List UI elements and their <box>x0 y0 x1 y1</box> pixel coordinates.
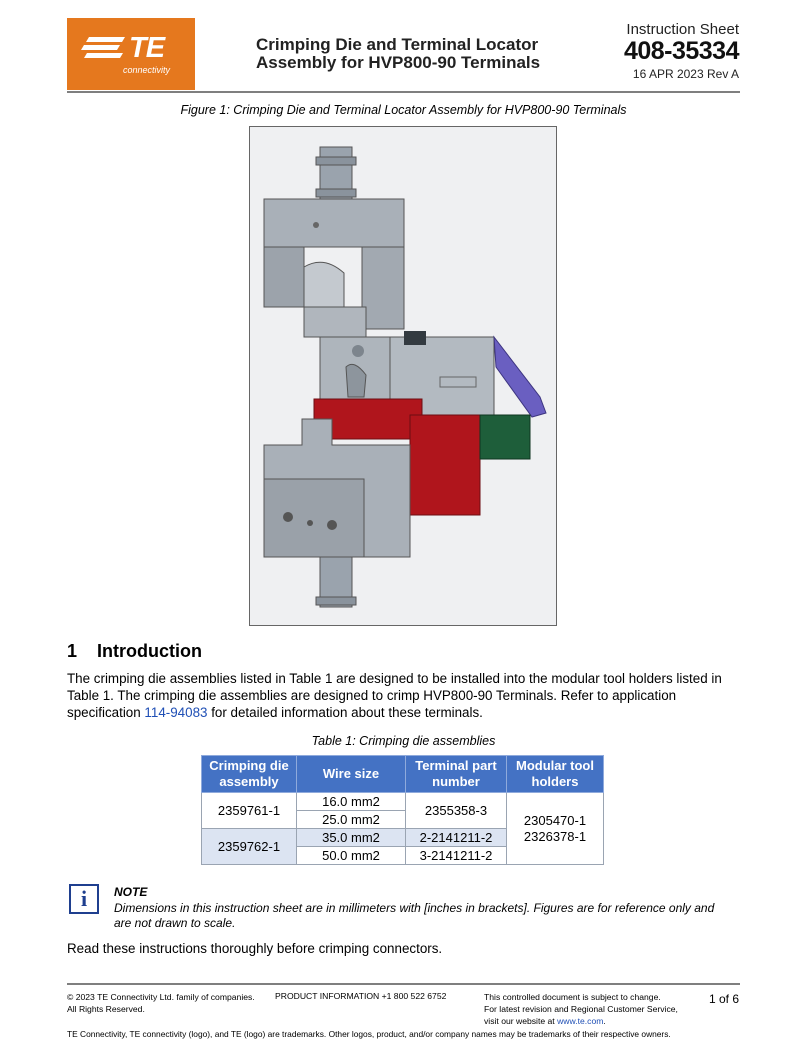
terminal-cell: 2355358-3 <box>406 793 507 829</box>
table-caption: Table 1: Crimping die assemblies <box>311 734 496 748</box>
section-heading <box>67 641 202 662</box>
note-title: NOTE <box>114 885 148 899</box>
footer-copyright <box>67 991 255 1015</box>
document-title <box>256 36 556 72</box>
te-logo <box>67 18 195 90</box>
footer-divider <box>67 983 740 985</box>
header-wire-size: Wire size <box>297 756 406 793</box>
title-line-1: Crimping Die and Terminal Locator <box>256 35 539 54</box>
website-link[interactable]: www.te.com <box>557 1016 604 1026</box>
info-icon: i <box>69 884 99 914</box>
table-header-row <box>202 756 604 793</box>
control-line-1: This controlled document is subject to change. <box>484 992 661 1002</box>
logo-subtext: connectivity <box>123 65 171 75</box>
die-assembly-illustration <box>250 127 556 625</box>
die-cell: 2359761-1 <box>202 793 297 829</box>
wire-cell: 25.0 mm2 <box>297 811 406 829</box>
control-suffix: . <box>603 1016 606 1026</box>
title-line-2: Assembly for HVP800-90 Terminals <box>256 53 541 72</box>
terminal-cell: 3-2141211-2 <box>406 847 507 865</box>
logo-text: TE <box>129 32 165 64</box>
wire-cell: 50.0 mm2 <box>297 847 406 865</box>
note-text: Dimensions in this instruction sheet are in millimeters with [inches in brackets]. Figures are for reference only and are not drawn to scale. <box>114 901 715 930</box>
spec-link[interactable]: 114-94083 <box>144 705 208 720</box>
footer-trademark: TE Connectivity, TE connectivity (logo), and TE (logo) are trademarks. Other logos, product, and/or company names may be trademarks of their respective owners. <box>67 1029 671 1039</box>
section-title: Introduction <box>97 641 202 661</box>
header-holders: Modular tool holders <box>507 756 604 793</box>
die-cell: 2359762-1 <box>202 829 297 865</box>
page-number: 1 of 6 <box>708 992 739 1006</box>
section-number: 1 <box>67 641 78 661</box>
header-divider <box>67 91 740 93</box>
sheet-number: 408-35334 <box>623 37 739 65</box>
header-terminal: Terminal part number <box>406 756 507 793</box>
wire-cell: 35.0 mm2 <box>297 829 406 847</box>
table-row <box>202 793 604 811</box>
holder-2: 2326378-1 <box>523 828 587 844</box>
header-crimping-die: Crimping die assembly <box>202 756 297 793</box>
footer-control-notice <box>484 991 678 1027</box>
figure-1-die-assembly <box>249 126 557 626</box>
wire-cell: 16.0 mm2 <box>297 793 406 811</box>
date-revision: 16 APR 2023 Rev A <box>632 67 739 81</box>
te-logo-mark-icon <box>81 36 127 60</box>
intro-text-end: for detailed information about these terminals. <box>207 705 483 720</box>
intro-paragraph <box>67 670 742 721</box>
closing-instruction: Read these instructions thoroughly before crimping connectors. <box>67 941 443 956</box>
copyright-line-2: All Rights Reserved. <box>67 1004 145 1014</box>
holder-1: 2305470-1 <box>523 812 587 828</box>
control-prefix: visit our website at <box>484 1016 558 1026</box>
footer-product-info: PRODUCT INFORMATION +1 800 522 6752 <box>275 991 447 1001</box>
control-line-3 <box>484 1015 678 1027</box>
terminal-cell: 2-2141211-2 <box>406 829 507 847</box>
holders-cell <box>507 793 604 865</box>
figure-caption: Figure 1: Crimping Die and Terminal Locator Assembly for HVP800-90 Terminals <box>180 103 627 117</box>
die-assemblies-table <box>201 755 604 865</box>
copyright-line-1: © 2023 TE Connectivity Ltd. family of companies. <box>67 992 255 1002</box>
intro-text: The crimping die assemblies listed in Table 1 are designed to be installed into the modular tool holders listed in Table 1. The crimping die assemblies are designed to crimp HVP800-90 Terminals. Refer to application specification <box>67 671 722 720</box>
sheet-type-label: Instruction Sheet <box>626 21 739 38</box>
control-line-2: For latest revision and Regional Customer Service, <box>484 1004 678 1014</box>
